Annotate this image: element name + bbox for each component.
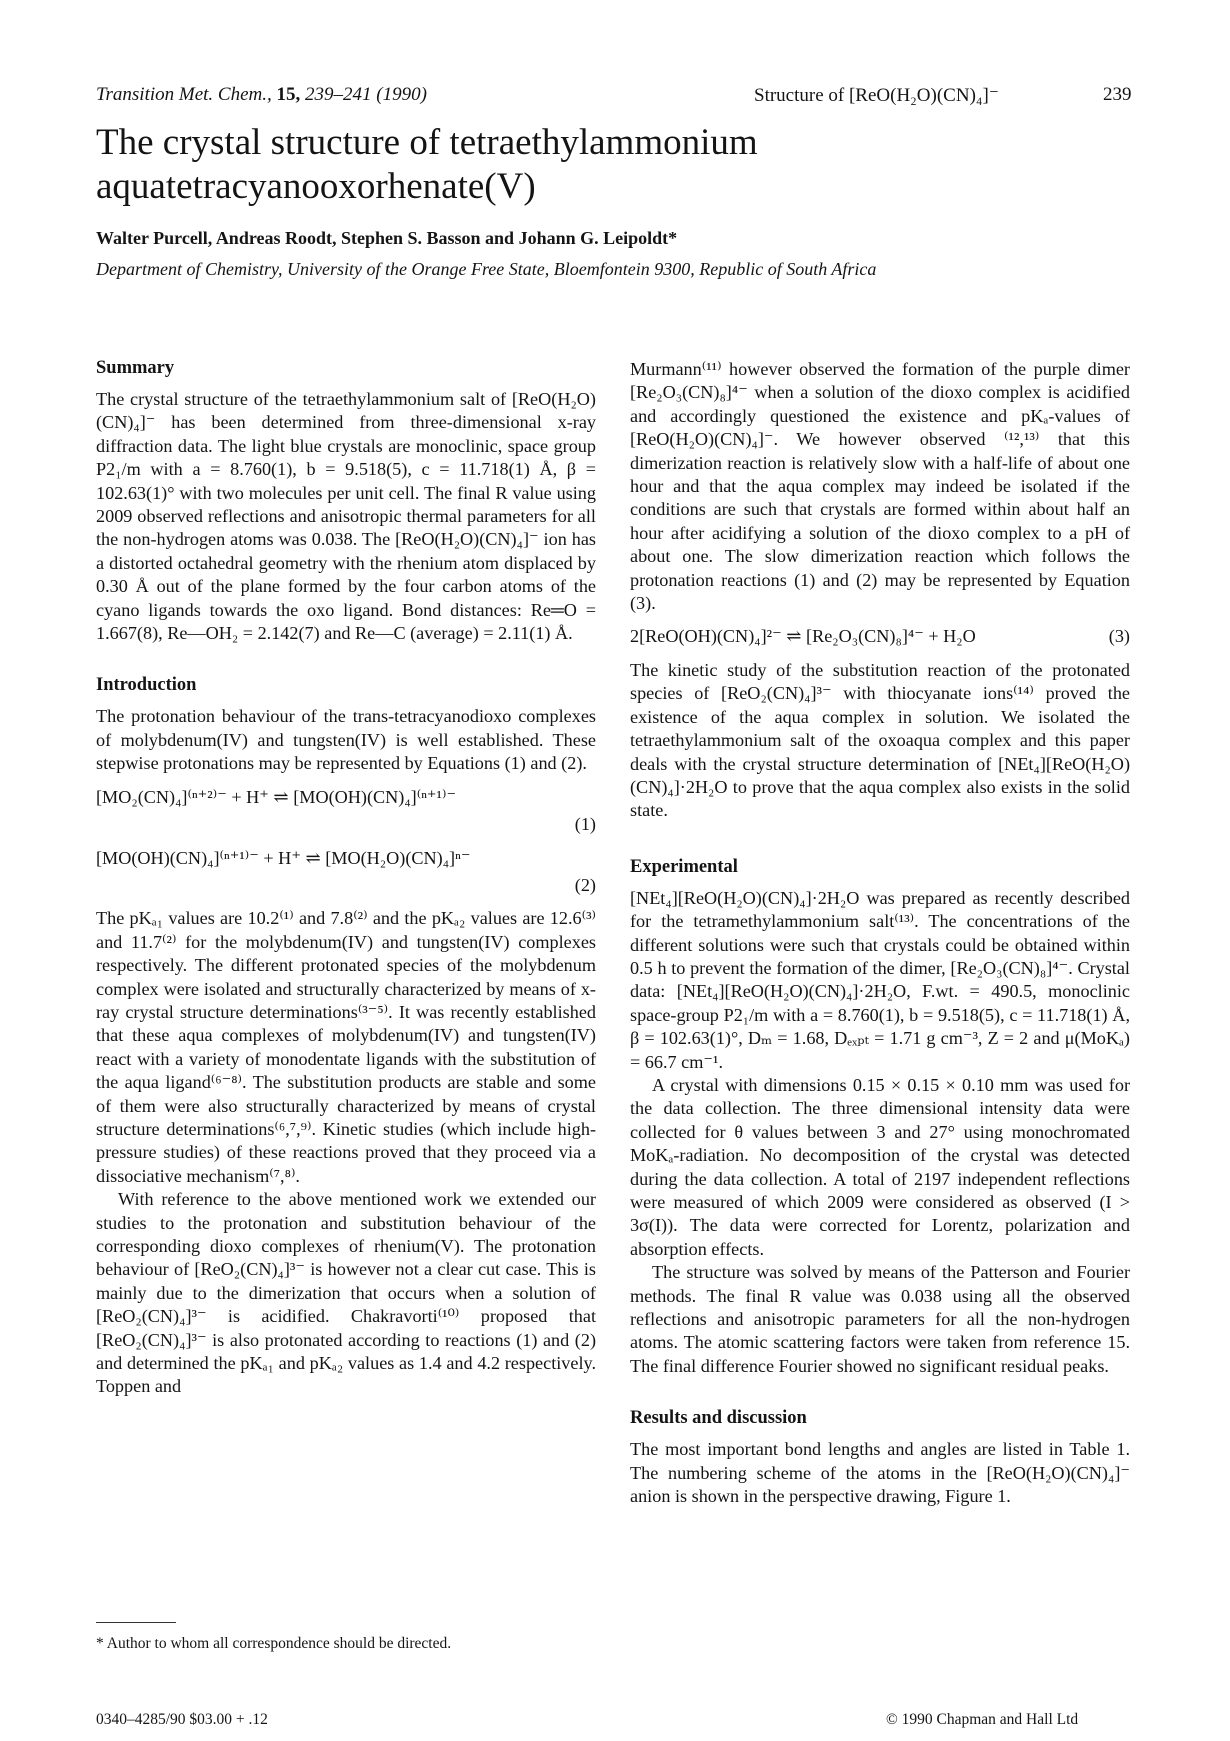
equation-3: [630, 625, 1130, 648]
experimental-heading: Experimental: [630, 856, 738, 877]
page-number: 239: [1103, 84, 1132, 105]
equation-3-text: 2[ReO(OH)(CN)₄]²⁻ ⇌ [Re₂O₃(CN)₈]⁴⁻ + H₂O: [630, 626, 976, 647]
introduction-heading: Introduction: [96, 675, 197, 696]
experimental-paragraph-3: The structure was solved by means of the Patterson and Fourier methods. The final R value was 0.038 using all the observed reflections and anisotropic parameters for all the non-hydrogen atoms. The atomic scattering factors were taken from reference 15. The final difference Fourier showed no significant residual peaks.: [630, 1262, 1130, 1376]
equation-1: [96, 786, 596, 809]
equation-2: [96, 847, 596, 870]
equation-3-number: (3): [1108, 626, 1130, 647]
intro-paragraph-5: The kinetic study of the substitution reaction of the protonated species of [ReO₂(CN)₄]³⁻ with thiocyanate ions⁽¹⁴⁾ proved the existence of the aqua complex in solution. We isolated the tetraethylammonium salt of the oxoaqua complex and this paper deals with the crystal structure determination of [NEt₄][ReO(H₂O)(CN)₄]·2H₂O to prove that the aqua complex also exists in the solid state.: [630, 659, 1130, 821]
intro-paragraph-1: The protonation behaviour of the trans-tetracyanodioxo complexes of molybdenum(IV) and tungsten(IV) is well established. These stepwise protonations may be represented by Equations (1) and (2).: [96, 706, 596, 774]
equation-2-number: (2): [574, 874, 596, 895]
author-list: Walter Purcell, Andreas Roodt, Stephen S. Basson and Johann G. Leipoldt*: [96, 228, 678, 248]
experimental-paragraph-1: [NEt₄][ReO(H₂O)(CN)₄]·2H₂O was prepared as recently described for the tetramethylammonium salt⁽¹³⁾. The concentrations of the different solutions were such that crystals could be obtained within 0.5 h to prevent the formation of the dimer, [Re₂O₃(CN)₈]⁴⁻. Crystal data: [NEt₄][ReO(H₂O)(CN)₄]·2H₂O, F.wt. = 490.5, monoclinic space-group P2₁/m with a = 8.760(1), b = 9.518(5), c = 11.718(1) Å, β = 102.63(1)°, Dₘ = 1.68, Dₑₓₚₜ = 1.71 g cm⁻³, Z = 2 and μ(MoKₐ) = 66.7 cm⁻¹.: [630, 887, 1130, 1072]
summary-heading: Summary: [96, 358, 175, 378]
affiliation: Department of Chemistry, University of the Orange Free State, Bloemfontein 9300, Republic of South Africa: [96, 259, 877, 279]
footnote: * Author to whom all correspondence should be directed.: [96, 1635, 452, 1652]
equation-2-text: [MO(OH)(CN)₄]⁽ⁿ⁺¹⁾⁻ + H⁺ ⇌ [MO(H₂O)(CN)₄]ⁿ⁻: [96, 847, 471, 868]
right-column: [630, 358, 1130, 1508]
copyright-notice: © 1990 Chapman and Hall Ltd: [886, 1711, 1079, 1728]
equation-1-number: (1): [574, 814, 596, 835]
intro-paragraph-4: Murmann⁽¹¹⁾ however observed the formation of the purple dimer [Re₂O₃(CN)₈]⁴⁻ when a solution of the dioxo complex is acidified and accordingly questioned the existence and pKₐ-values of [ReO(H₂O)(CN)₄]⁻. We however observed ⁽¹²,¹³⁾ that this dimerization reaction is relatively slow with a half-life of about one hour and that the aqua complex may indeed be isolated if the conditions are such that crystals are formed within about half an hour after acidifying a solution of the dioxo complex to a pH of about one. The slow dimerization reaction which follows the protonation reactions (1) and (2) may be represented by Equation (3).: [630, 359, 1130, 614]
running-header-journal: [96, 84, 427, 106]
experimental-paragraph-2: A crystal with dimensions 0.15 × 0.15 × 0.10 mm was used for the data collection. The three dimensional intensity data were collected for θ values between 3 and 27° using monochromated MoKₐ-radiation. No decomposition of the crystal was detected during the data collection. A total of 2197 independent reflections were measured of which 2009 were considered as observed (I > 3σ(I)). The data were corrected for Lorentz, polarization and absorption effects.: [630, 1074, 1130, 1259]
journal-name: Transition Met. Chem.,: [96, 84, 272, 105]
paper-title: The crystal structure of tetraethylammonium aquatetracyanooxorhenate(V): [96, 122, 758, 207]
results-heading: Results and discussion: [630, 1408, 807, 1429]
journal-pages: 239–241 (1990): [305, 84, 427, 105]
intro-paragraph-2: The pKₐ₁ values are 10.2⁽¹⁾ and 7.8⁽²⁾ and the pKₐ₂ values are 12.6⁽³⁾ and 11.7⁽²⁾ for the molybdenum(IV) and tungsten(IV) complexes respectively. The different protonated species of the molybdenum complex were isolated and structurally characterized by means of x-ray crystal structure determinations⁽³⁻⁵⁾. It was recently established that these aqua complexes of molybdenum(IV) and tungsten(IV) react with a variety of monodentate ligands with the substitution of the aqua ligand⁽⁶⁻⁸⁾. The substitution products are stable and some of them were also structurally characterized by means of crystal structure determinations⁽⁶,⁷,⁹⁾. Kinetic studies (which include high-pressure studies) of these reactions proved that they proceed via a dissociative mechanism⁽⁷,⁸⁾.: [96, 908, 596, 1186]
footnote-divider: [96, 1622, 176, 1623]
journal-volume: 15,: [276, 84, 301, 105]
running-title: Structure of [ReO(H₂O)(CN)₄]⁻: [754, 85, 999, 106]
results-paragraph-1: The most important bond lengths and angles are listed in Table 1. The numbering scheme of the atoms in the [ReO(H₂O)(CN)₄]⁻ anion is shown in the perspective drawing, Figure 1.: [630, 1439, 1130, 1507]
summary-text: The crystal structure of the tetraethylammonium salt of [ReO(H₂O)(CN)₄]⁻ has been determined from three-dimensional x-ray diffraction data. The light blue crystals are monoclinic, space group P2₁/m with a = 8.760(1), b = 9.518(5), c = 11.718(1) Å, β = 102.63(1)° with two molecules per unit cell. The final R value using 2009 observed reflections and anisotropic thermal parameters for all the non-hydrogen atoms was 0.038. The [ReO(H₂O)(CN)₄]⁻ ion has a distorted octahedral geometry with the rhenium atom displaced by 0.30 Å out of the plane formed by the four carbon atoms of the cyano ligands towards the oxo ligand. Bond distances: Re═O = 1.667(8), Re—OH₂ = 2.142(7) and Re—C (average) = 2.11(1) Å.: [96, 389, 596, 644]
intro-paragraph-3: With reference to the above mentioned work we extended our studies to the protonation and substitution behaviour of the corresponding dioxo complexes of rhenium(V). The protonation behaviour of [ReO₂(CN)₄]³⁻ is however not a clear cut case. This is mainly due to the dimerization that occurs when a solution of [ReO₂(CN)₄]³⁻ is acidified. Chakravorti⁽¹⁰⁾ proposed that [ReO₂(CN)₄]³⁻ is also protonated according to reactions (1) and (2) and determined the pKₐ₁ and pKₐ₂ values as 1.4 and 4.2 respectively. Toppen and: [96, 1189, 596, 1397]
left-column: [96, 356, 596, 1399]
equation-1-text: [MO₂(CN)₄]⁽ⁿ⁺²⁾⁻ + H⁺ ⇌ [MO(OH)(CN)₄]⁽ⁿ⁺¹⁾⁻: [96, 786, 457, 807]
article-code: 0340–4285/90 $03.00 + .12: [96, 1711, 268, 1728]
